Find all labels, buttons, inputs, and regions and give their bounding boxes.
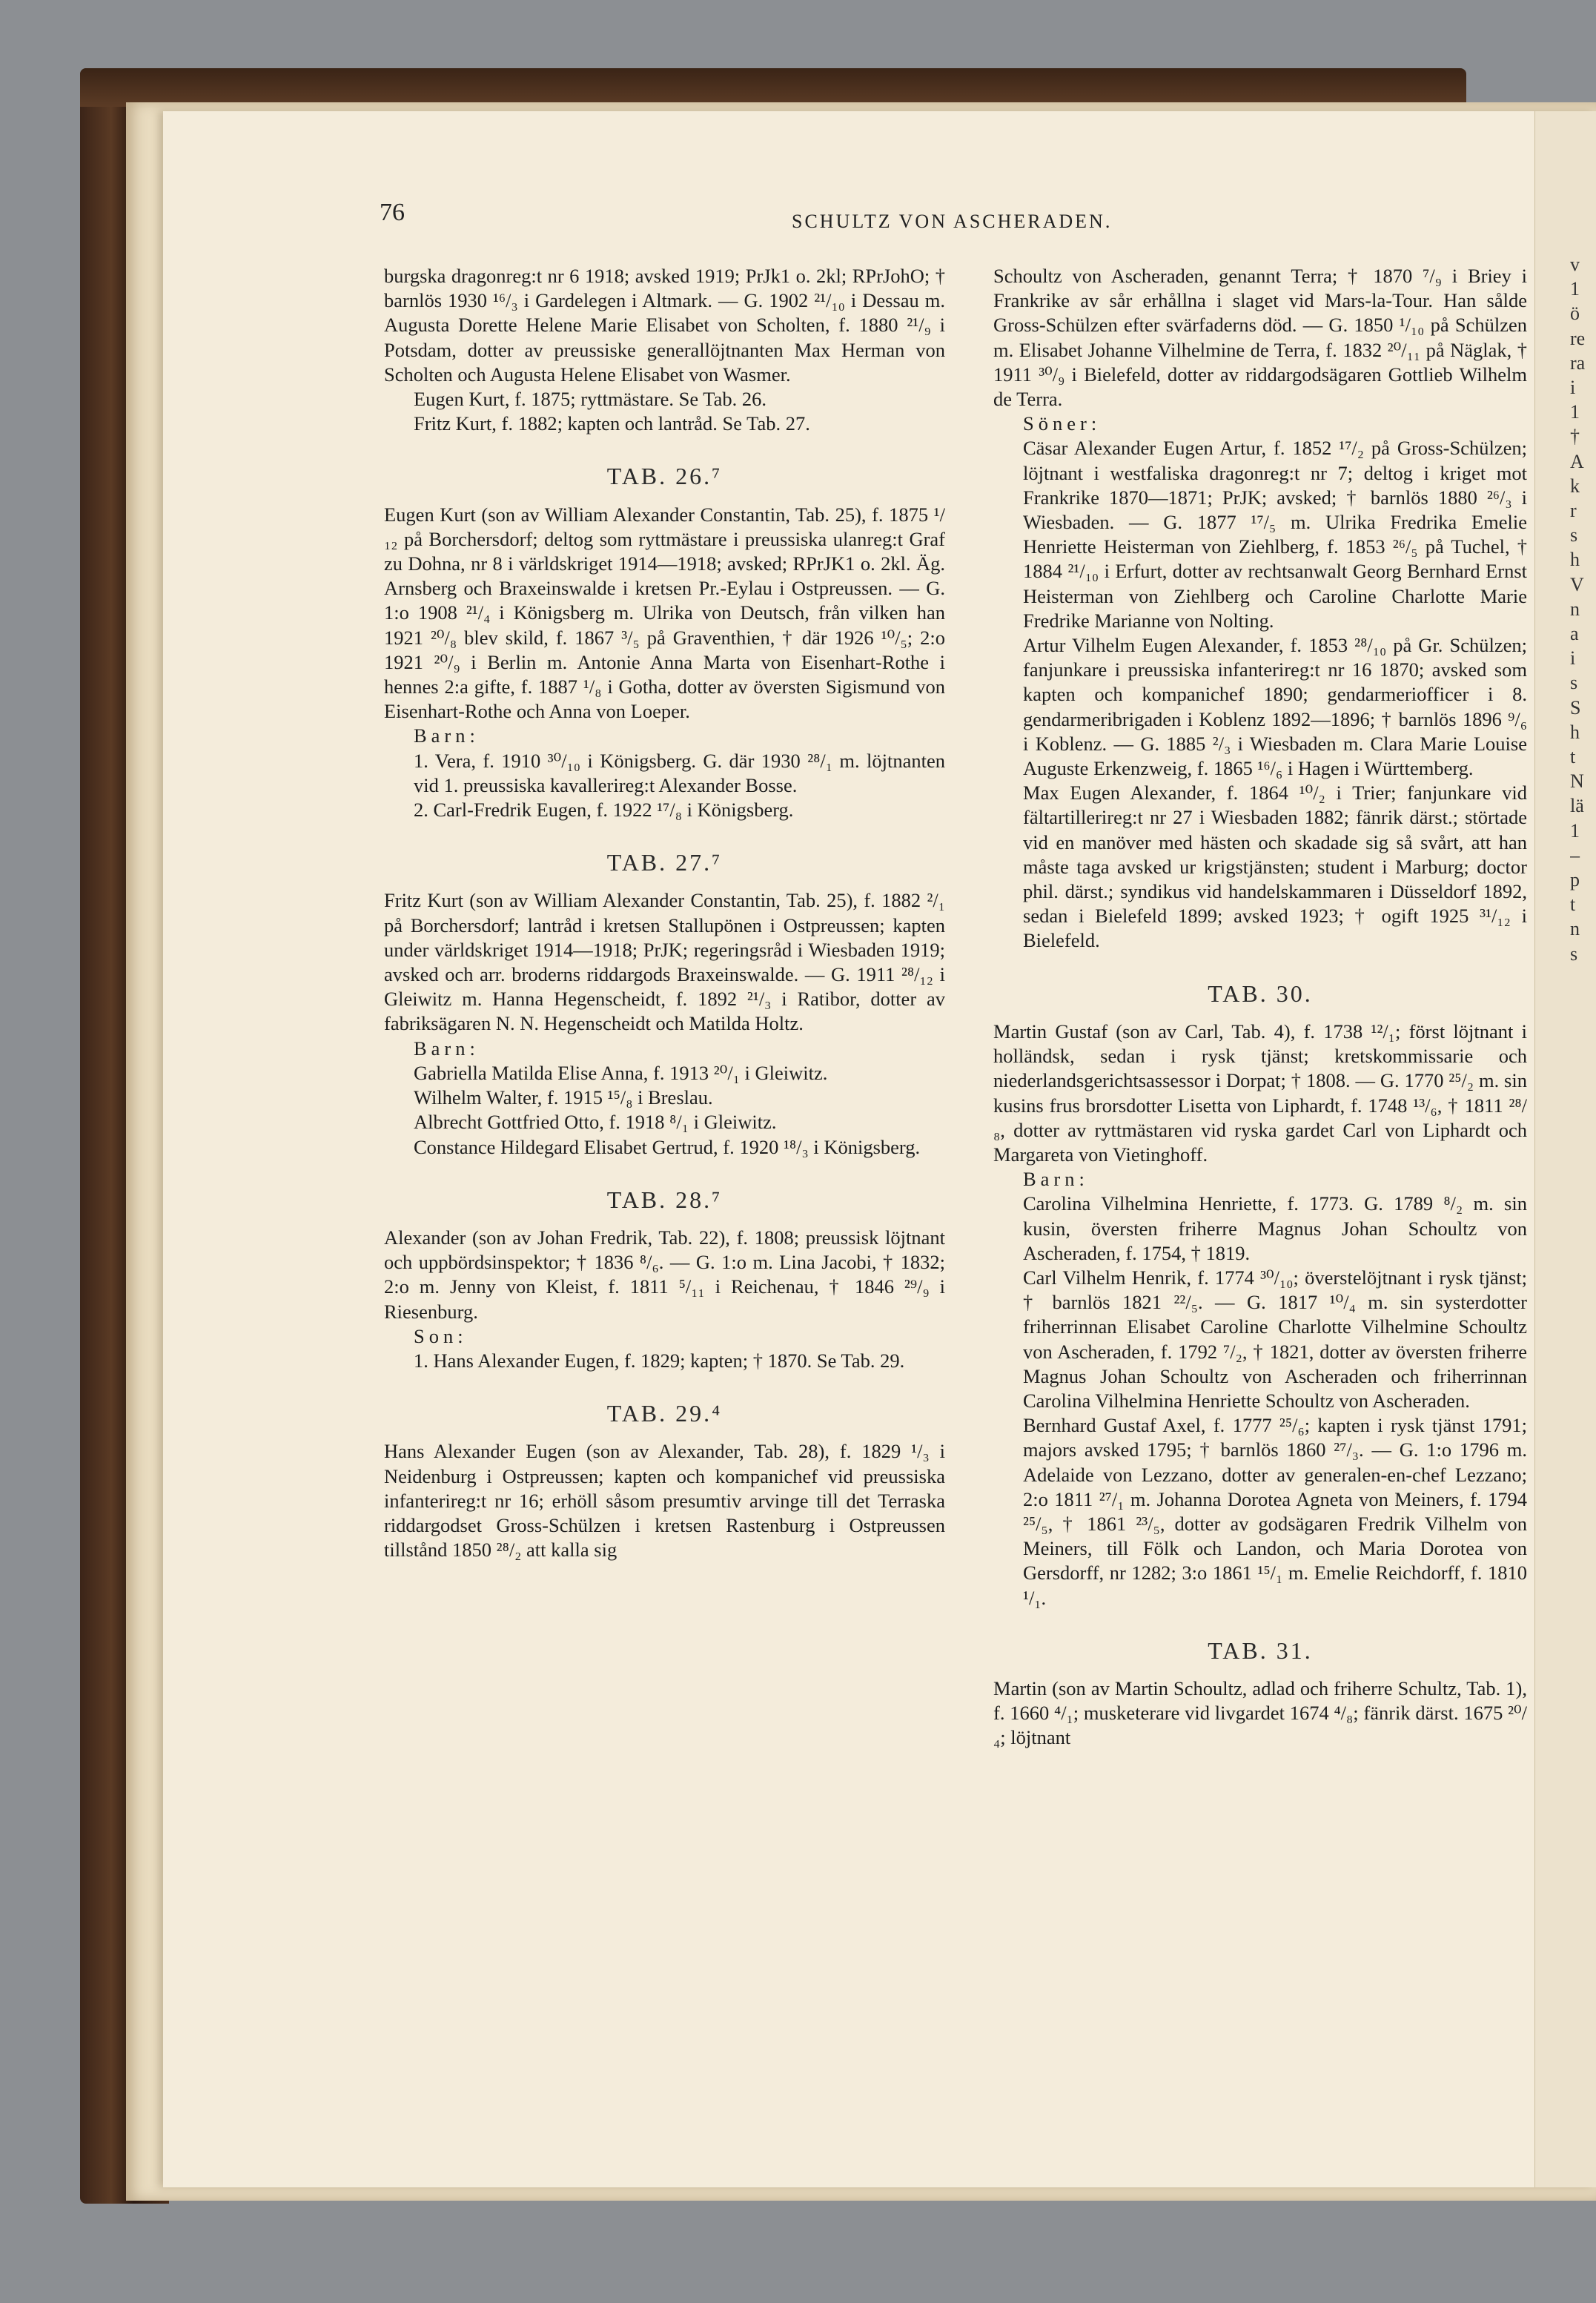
edge-fragment: N: [1570, 770, 1584, 793]
genealogy-entry: Fritz Kurt, f. 1882; kapten och lantråd. Se Tab. 27.: [414, 412, 810, 435]
edge-fragment: a: [1570, 623, 1579, 645]
genealogy-paragraph: Eugen Kurt (son av William Alexander Constantin, Tab. 25), f. 1875 ¹/₁₂ på Borchersdorf; deltog som ryttmästare i preussiska ulanreg:t Graf zu Dohna, nr 8 i världskriget 1914—1918; avsked; RPrJK1 o. 2kl. Äg. Arnsberg och Braxeinswalde i kretsen Pr.-Eylau i Ostpreussen. — G. 1:o 1908 ²¹/₄ i Königsberg m. Ulrika von Deutsch, från vilken han 1921 ²⁰/₈ blev skild, f. 1867 ³/₅ på Graventhien, † där 1926 ¹⁰/₅; 2:o 1921 ²⁰/₉ i Berlin m. Antonie Anna Marta von Eisenhart-Rothe i hennes 2:a gifte, f. 1887 ¹/₈ i Gotha, dotter av översten Sigismund von Eisenhart-Rothe och Anna von Loeper.: [384, 503, 945, 723]
edge-fragment: 1: [1570, 278, 1580, 300]
edge-fragment: s: [1570, 524, 1578, 546]
edge-fragment: 1: [1570, 819, 1580, 842]
edge-fragment: t: [1570, 893, 1576, 916]
edge-fragment: h: [1570, 549, 1580, 571]
edge-fragment: ra: [1570, 351, 1586, 374]
genealogy-entry: Wilhelm Walter, f. 1915 ¹⁵/₈ i Breslau.: [414, 1086, 713, 1109]
children-heading: Son:: [414, 1324, 468, 1347]
genealogy-entry: Cäsar Alexander Eugen Artur, f. 1852 ¹⁷/₂ på Gross-Schülzen; löjtnant i westfaliska dragonreg:t nr 7; deltog i kriget mot Frankrike 1870—1871; PrJK; avsked; † barnlös 1880 ²⁶/₃ i Wiesbaden. — G. 1877 ¹⁷/₅ m. Ulrika Fredrika Emelie Henriette Heisterman von Ziehlberg, f. 1853 ²⁶/₅ på Tuchel, † 1884 ²¹/₁₀ i Erfurt, dotter av rechtsanwalt Georg Bernhard Ernst Heisterman von Ziehlberg och Caroline Charlotte Marie Fredrike Marianne von Nolting.: [1023, 437, 1527, 632]
edge-fragment: k: [1570, 475, 1580, 497]
children-heading: Barn:: [414, 724, 480, 747]
edge-fragment: –: [1570, 844, 1580, 866]
children-heading: Söner:: [1023, 412, 1102, 435]
edge-fragment: t: [1570, 746, 1576, 768]
edge-fragment: †: [1570, 426, 1580, 448]
genealogy-entry: 1. Hans Alexander Eugen, f. 1829; kapten; † 1870. Se Tab. 29.: [414, 1349, 905, 1372]
edge-fragment: 1: [1570, 401, 1580, 423]
edge-fragment: S: [1570, 696, 1581, 718]
genealogy-entry: Albrecht Gottfried Otto, f. 1918 ⁸/₁ i Gleiwitz.: [414, 1111, 777, 1134]
genealogy-paragraph: Schoultz von Ascheraden, genannt Terra; † 1870 ⁷/₉ i Briey i Frankrike av sår erhållna i slaget vid Mars-la-Tour. Han sålde Gross-Schülzen efter svärfaderns död. — G. 1850 ¹/₁₀ på Schülzen m. Elisabet Johanne Vilhelmine de Terra, f. 1832 ²⁰/₁₁ på Näglak, † 1911 ³⁰/₉ i Bielefeld, dotter av riddargodsägaren Gottlieb Wilhelm de Terra.: [993, 265, 1527, 411]
table-heading: TAB. 26.⁷: [606, 463, 723, 490]
facing-page-text-fragments: [1570, 252, 1596, 966]
genealogy-paragraph: Fritz Kurt (son av William Alexander Constantin, Tab. 25), f. 1882 ²/₁ på Borchersdorf; lantråd i kretsen Stallupönen i Ostpreussen; kapten under världskriget 1914—1918; PrJK; regeringsråd i Wiesbaden 1919; avsked och arr. broderns riddargods Braxeinswalde. — G. 1911 ²⁸/₁₂ i Gleiwitz m. Hanna Hegenscheidt, f. 1892 ²¹/₃ i Ratibor, dotter av fabriksägaren N. N. Hegenscheidt och Matilda Holtz.: [384, 889, 945, 1035]
table-heading: TAB. 31.: [1208, 1636, 1313, 1664]
edge-fragment: r: [1570, 500, 1577, 522]
table-heading: TAB. 29.⁴: [606, 1400, 723, 1427]
genealogy-entry: Bernhard Gustaf Axel, f. 1777 ²⁵/₆; kapten i rysk tjänst 1791; majors avsked 1795; † barnlös 1860 ²⁷/₃. — G. 1:o 1796 m. Adelaide von Lezzano, dotter av generalen-en-chef Lezzano; 2:o 1811 ²⁷/₁ m. Johanna Dorotea Agneta von Meiners, f. 1794 ²⁵/₅, † 1861 ²³/₅, dotter av godsägaren Fredrik Vilhelm von Meiners, till Fölk och Landon, och Maria Dorotea von Gersdorff, nr 1282; 3:o 1861 ¹⁵/₁ m. Emelie Reichdorff, f. 1810 ¹/₁.: [1023, 1414, 1527, 1609]
running-head: SCHULTZ VON ASCHERADEN.: [792, 211, 1113, 232]
genealogy-entry: Max Eugen Alexander, f. 1864 ¹⁰/₂ i Trier; fanjunkare vid fältartillerireg:t nr 27 i Wiesbaden 1882; fänrik därst.; störtade vid en manöver med hästen och skadade sig så svårt, att han måste taga avsked ur krigstjänsten; student i Marburg; doctor phil. därst.; syndikus vid handelskammaren i Düsseldorf 1892, sedan i Bielefeld 1899; avsked 1923; † ogift 1925 ³¹/₁₂ i Bielefeld.: [1023, 782, 1527, 952]
genealogy-entry: Carolina Vilhelmina Henriette, f. 1773. G. 1789 ⁸/₂ m. sin kusin, översten friherre Magnus Johan Schoultz von Ascheraden, f. 1754, † 1819.: [1023, 1192, 1527, 1264]
right-column: [993, 264, 1527, 1751]
genealogy-entry: Gabriella Matilda Elise Anna, f. 1913 ²⁰/₁ i Gleiwitz.: [414, 1061, 828, 1084]
table-heading: TAB. 27.⁷: [606, 849, 723, 876]
genealogy-entry: Constance Hildegard Elisabet Gertrud, f. 1920 ¹⁸/₃ i Königsberg.: [414, 1135, 921, 1158]
genealogy-paragraph: Martin (son av Martin Schoultz, adlad och friherre Schultz, Tab. 1), f. 1660 ⁴/₁; musketerare vid livgardet 1674 ⁴/₈; fänrik därst. 1675 ²⁰/₄; löjtnant: [993, 1676, 1527, 1749]
edge-fragment: s: [1570, 942, 1578, 965]
edge-fragment: i: [1570, 647, 1576, 670]
edge-fragment: lä: [1570, 795, 1584, 817]
page-number: 76: [380, 199, 405, 226]
edge-fragment: v: [1570, 254, 1580, 275]
genealogy-paragraph: Alexander (son av Johan Fredrik, Tab. 22), f. 1808; preussisk löjtnant och uppbördsinspektor; † 1836 ⁸/₆. — G. 1:o m. Lina Jacobi, † 1832; 2:o m. Jenny von Kleist, f. 1811 ⁵/₁₁ i Reichenau, † 1846 ²⁹/₉ i Riesenburg.: [384, 1226, 945, 1323]
edge-fragment: p: [1570, 869, 1580, 891]
edge-fragment: i: [1570, 377, 1576, 399]
edge-fragment: s: [1570, 672, 1578, 694]
edge-fragment: h: [1570, 721, 1580, 743]
edge-fragment: n: [1570, 918, 1580, 940]
genealogy-paragraph: Hans Alexander Eugen (son av Alexander, Tab. 28), f. 1829 ¹/₃ i Neidenburg i Ostpreussen; kapten och kompanichef vid preussiska infanterireg:t nr 16; erhöll såsom presumtiv arvinge till det Terraska riddargodset Gross-Schülzen i kretsen Rastenburg i Ostpreussen tillstånd 1850 ²⁸/₂ att kalla sig: [384, 1440, 945, 1562]
genealogy-paragraph: Martin Gustaf (son av Carl, Tab. 4), f. 1738 ¹²/₁; först löjtnant i holländsk, sedan i rysk tjänst; kretskommissarie och niederlandsgerichtsassessor i Dorpat; † 1808. — G. 1770 ²⁵/₂ m. sin kusins frus brorsdotter Lisetta von Liphardt, f. 1748 ¹³/₆, † 1811 ²⁸/₈, dotter av ryttmästaren vid ryska gardet Carl von Liphardt och Margareta von Vietinghoff.: [993, 1020, 1527, 1166]
genealogy-paragraph: burgska dragonreg:t nr 6 1918; avsked 1919; PrJk1 o. 2kl; RPrJohO; † barnlös 1930 ¹⁶/₃ i Gardelegen i Altmark. — G. 1902 ²¹/₁₀ i Dessau m. Augusta Dorette Helene Marie Elisabet von Scholten, f. 1880 ²¹/₉ i Potsdam, dotter av preussiske generallöjtnanten Max Herman von Scholten och Augusta Helene Elisabet von Wasmer.: [384, 265, 945, 386]
edge-fragment: A: [1570, 450, 1584, 472]
table-heading: TAB. 28.⁷: [606, 1186, 723, 1213]
edge-fragment: ö: [1570, 303, 1580, 325]
book-cover-top: [80, 68, 1466, 107]
children-heading: Barn:: [1023, 1168, 1089, 1191]
genealogy-entry: 2. Carl-Fredrik Eugen, f. 1922 ¹⁷/₈ i Königsberg.: [414, 799, 794, 822]
genealogy-entry: Eugen Kurt, f. 1875; ryttmästare. Se Tab. 26.: [414, 388, 767, 411]
table-heading: TAB. 30.: [1208, 979, 1313, 1007]
children-heading: Barn:: [414, 1037, 480, 1060]
genealogy-entry: 1. Vera, f. 1910 ³⁰/₁₀ i Königsberg. G. där 1930 ²⁸/₁ m. löjtnanten vid 1. preussiska kavallerireg:t Alexander Bosse.: [414, 749, 945, 796]
genealogy-entry: Carl Vilhelm Henrik, f. 1774 ³⁰/₁₀; överstelöjtnant i rysk tjänst; † barnlös 1821 ²²/₅. — G. 1817 ¹⁰/₄ m. sin systerdotter friherrinnan Elisabet Caroline Charlotte Vilhelmine Schoultz von Ascheraden, f. 1792 ⁷/₂, † 1821, dotter av översten friherre Magnus Johan Schoultz von Ascheraden och friherrinnan Carolina Vilhelmina Henriette Schoultz von Ascheraden.: [1023, 1266, 1527, 1412]
left-column: [384, 264, 945, 1562]
edge-fragment: re: [1570, 327, 1586, 349]
genealogy-entry: Artur Vilhelm Eugen Alexander, f. 1853 ²⁸/₁₀ på Gr. Schülzen; fanjunkare i preussiska infanterireg:t nr 16 1870; avsked som kapten och kompanichef 1890; gendarmeriofficer i 8. gendarmeribrigaden i Koblenz 1892—1896; † barnlös 1896 ⁹/₆ i Koblenz. — G. 1885 ²/₃ i Wiesbaden m. Clara Marie Louise Auguste Erkenzweig, f. 1865 ¹⁶/₆ i Hagen i Württemberg.: [1023, 634, 1527, 780]
edge-fragment: V: [1570, 573, 1584, 595]
edge-fragment: n: [1570, 598, 1580, 620]
